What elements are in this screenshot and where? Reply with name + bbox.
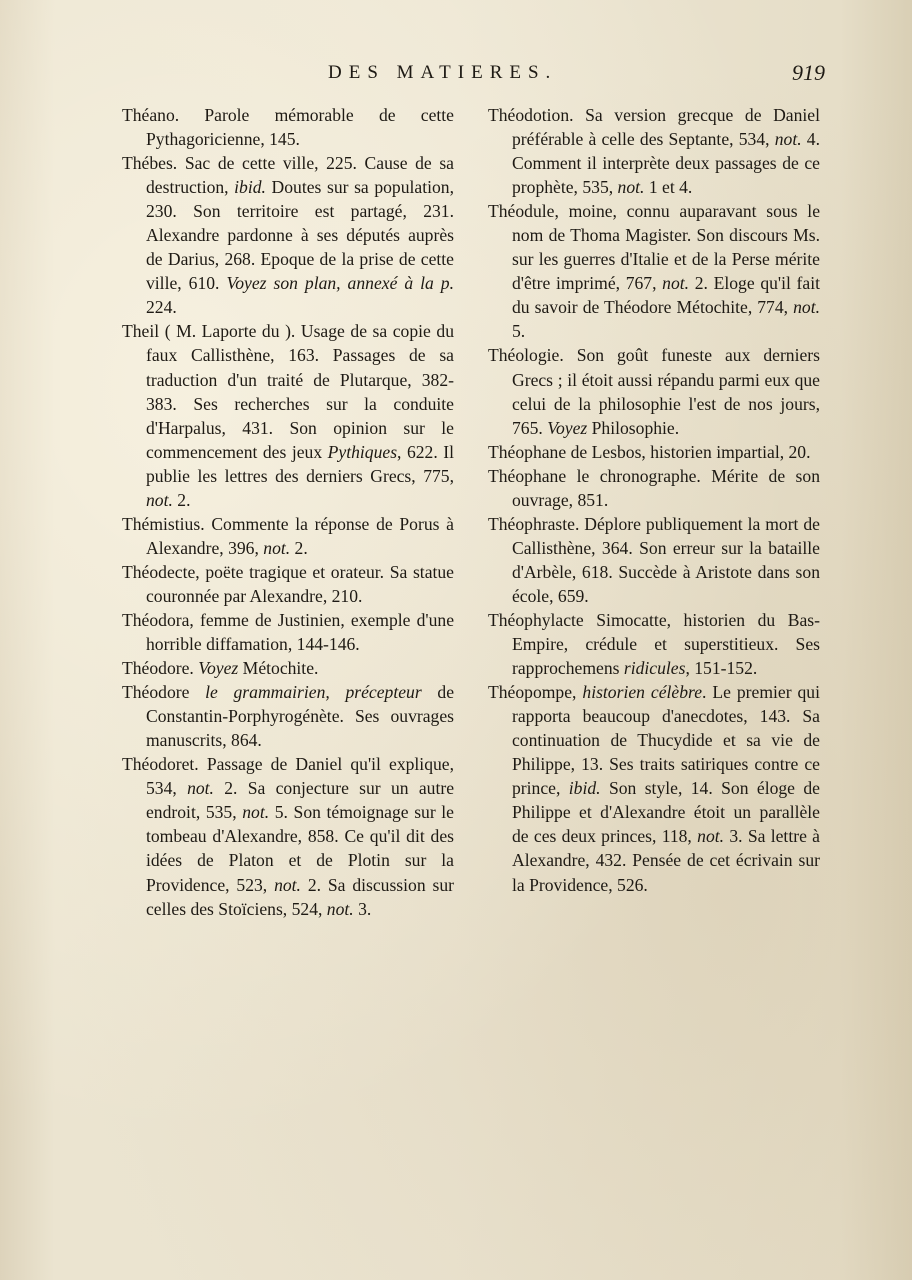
index-headword: Théodore [122, 682, 190, 703]
index-headword: Théodecte, [122, 561, 200, 582]
index-text: 5. [512, 321, 526, 342]
running-head [0, 62, 912, 90]
index-headword: Théano. [122, 105, 180, 125]
index-headword: Théophylacte [488, 609, 584, 630]
index-text: , 151-152. [685, 658, 758, 679]
index-entry [122, 608, 454, 656]
index-text: 3. [353, 898, 372, 919]
index-text-italic: not. [617, 177, 645, 198]
index-text-italic: Voyez [547, 417, 588, 438]
index-column-right [488, 103, 820, 897]
index-text: Son goût funeste aux derniers Grecs ; il étoit aussi répandu parmi eux que celui de la philosophie l'est de nos jours, 765. [512, 345, 820, 438]
index-headword: Théodule, [488, 201, 559, 222]
index-text-italic: not. [263, 537, 291, 558]
index-text: Sa version grecque de Daniel préférable à celle des Septante, 534, [512, 105, 820, 150]
index-text-italic: not. [274, 874, 301, 895]
index-text-italic: not. [697, 826, 725, 847]
index-text-italic: not. [146, 489, 173, 510]
index-text: 3. Sa lettre à Alexandre, 432. Pensée de cet écrivain sur la Providence, 526. [512, 826, 820, 895]
index-text: 2. Sa conjecture sur un autre endroit, 535, [146, 778, 454, 823]
index-text-italic: not. [187, 778, 214, 799]
index-text: femme de Justinien, exemple d'une horrible diffamation, 144-146. [146, 609, 454, 655]
index-headword: Theil [122, 321, 160, 342]
index-text: Philosophie. [587, 417, 680, 438]
index-entry [122, 319, 454, 511]
index-entry [122, 680, 454, 752]
running-title: DES MATIERES. [328, 62, 558, 83]
index-headword: Théodora, [122, 609, 194, 630]
index-column-left [122, 103, 454, 921]
index-entry [488, 440, 820, 464]
index-entry [122, 656, 454, 680]
index-entry [488, 343, 820, 439]
index-text-italic: le grammairien, précepteur [205, 682, 422, 703]
index-text: poëte tragique et orateur. Sa statue couronnée par Alexandre, 210. [146, 561, 454, 606]
index-text: 224. [146, 297, 177, 318]
index-text: Métochite. [238, 658, 319, 679]
index-text-italic: ridicules [623, 658, 686, 679]
index-text: , 622. Il publie les lettres des derniers Grecs, 775, [146, 441, 454, 486]
index-text: 2. [172, 489, 191, 510]
index-text: 2. Sa discussion sur celles des Stoïciens, 524, [146, 874, 454, 919]
index-text-italic: Voyez [198, 658, 239, 679]
index-text: Déplore publiquement la mort de Callisthène, 364. Son erreur sur la bataille d'Arbèle, 618. Succède à Aristote dans son école, 659. [512, 513, 820, 606]
index-text: Simocatte, historien du Bas-Empire, crédule et superstitieux. Ses rapprochemens [512, 609, 820, 679]
index-entry [488, 199, 820, 343]
index-headword: Théodore. [122, 658, 194, 679]
page-number: 919 [792, 60, 825, 85]
index-entry [488, 103, 820, 199]
index-entry [488, 464, 820, 512]
index-text-italic: historien célèbre [582, 682, 703, 703]
index-headword: Théophane [488, 441, 567, 462]
index-entry [122, 151, 454, 319]
index-text: . Le premier qui rapporta beaucoup d'anecdotes, 143. Sa continuation de Thucydide et sa vie de Philippe, 13. Ses traits satiriques contre ce prince, [512, 682, 820, 799]
index-text: Doutes sur sa population, 230. Son territoire est partagé, 231. Alexandre pardonne à ses députés auprès de Darius, 268. Epoque de la prise de cette ville, 610. [146, 177, 454, 294]
index-entry [488, 680, 820, 896]
index-headword: Théophane [488, 465, 567, 486]
index-entry [488, 512, 820, 608]
index-text: le chronographe. Mérite de son ouvrage, 851. [512, 465, 820, 510]
index-entry [122, 560, 454, 608]
index-text: ( M. Laporte du ). Usage de sa copie du faux Callisthène, 163. Passages de sa traduction d'un traité de Plutarque, 382-383. Ses recherches sur la conduite d'Harpalus, 431. Son opinion sur le commencement des jeux [146, 321, 454, 462]
index-text: Sac de cette ville, 225. Cause de sa destruction, [146, 153, 454, 198]
index-entry [122, 512, 454, 560]
index-text: 5. Son témoignage sur le tombeau d'Alexandre, 858. Ce qu'il dit des idées de Platon et de Plotin sur la Providence, 523, [146, 802, 454, 895]
index-text: de Lesbos, historien impartial, 20. [570, 441, 811, 462]
index-headword: Théopompe, [488, 682, 577, 703]
index-entry [122, 752, 454, 920]
index-headword: Thémistius. [122, 513, 205, 534]
index-text-italic: Voyez son plan, annexé à la p. [226, 273, 455, 294]
index-headword: Théologie. [488, 345, 564, 366]
index-headword: Théodotion. [488, 105, 574, 125]
index-headword: Thébes. [122, 153, 178, 174]
index-text-italic: not. [793, 297, 820, 318]
index-text: Son style, 14. Son éloge de Philippe et d'Alexandre étoit un parallèle de ces deux princes, 118, [512, 778, 820, 847]
index-text-italic: Pythiques [327, 441, 398, 462]
index-entry [488, 608, 820, 680]
index-text: Commente la réponse de Porus à Alexandre, 396, [146, 513, 454, 558]
index-text: 2. [290, 537, 308, 558]
index-text-italic: not. [326, 898, 354, 919]
index-text-italic: ibid. [234, 177, 266, 198]
index-text: Passage de Daniel qu'il explique, 534, [146, 754, 454, 799]
index-headword: Théophraste. [488, 513, 580, 534]
index-text: 4. Comment il interprète deux passages de ce prophète, 535, [512, 129, 821, 198]
index-entry [122, 103, 454, 151]
index-headword: Théodoret. [122, 754, 199, 775]
index-text-italic: not. [242, 802, 270, 823]
index-text: moine, connu auparavant sous le nom de Thoma Magister. Son discours Ms. sur les guerres d'Italie et de la Perse mérite d'être imprimé, 767, [512, 201, 820, 294]
index-text-italic: not. [662, 273, 690, 294]
index-text: 1 et 4. [644, 177, 693, 198]
index-text-italic: not. [774, 129, 802, 150]
index-text-italic: ibid. [568, 778, 601, 799]
index-text: Parole mémorable de cette Pythagoricienne, 145. [146, 105, 454, 150]
index-text: 2. Eloge qu'il fait du savoir de Théodore Métochite, 774, [512, 273, 820, 318]
index-text: de Constantin-Porphyrogénète. Ses ouvrages manuscrits, 864. [146, 682, 455, 751]
